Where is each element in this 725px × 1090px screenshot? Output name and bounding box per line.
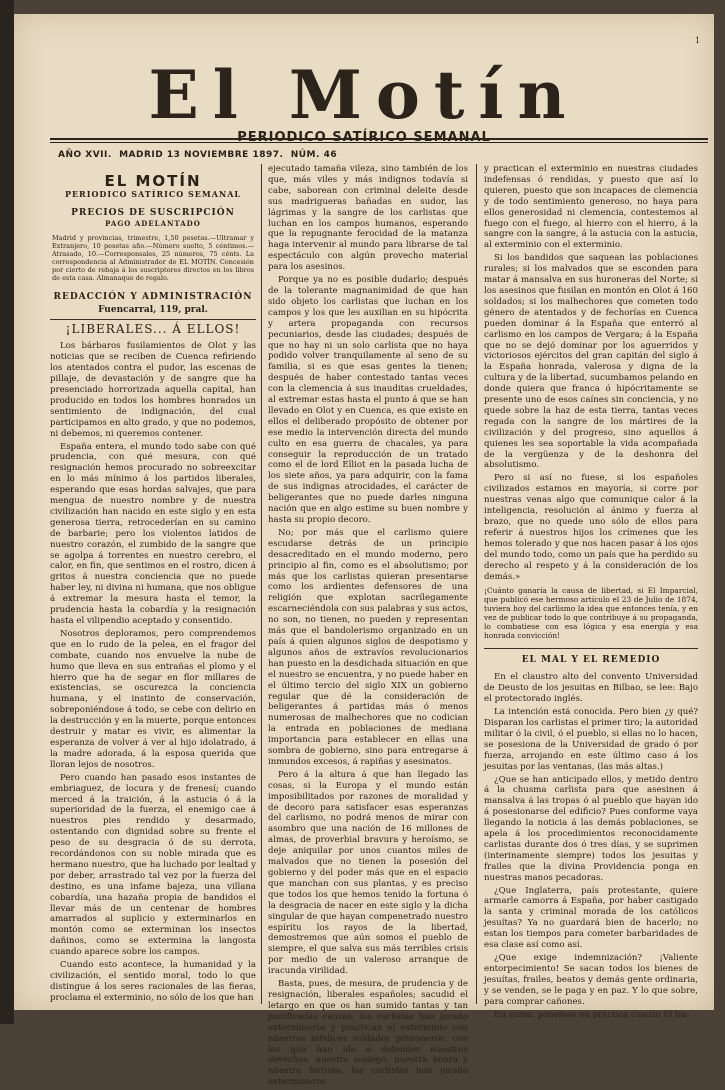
column-2 xyxy=(268,164,468,1090)
page-edge xyxy=(0,0,14,1024)
article-headline: ¡LIBERALES... Á ELLOS! xyxy=(65,322,241,337)
col3b-paragraph: En el claustro alto del convento Universidad de Deusto de los jesuitas en Bilbao, se lee: Bajo el protectorado inglés. xyxy=(484,672,698,705)
page-number: 1 xyxy=(694,36,700,45)
header-rule-top xyxy=(50,138,708,140)
masthead xyxy=(124,56,604,145)
col1-paragraph: Cuando esto acontece, la humanidad y la civilización, el sentido moral, todo lo que distingue á los seres racionales de las fieras, proclama el exterminio, no sólo de los que han xyxy=(50,960,256,1003)
subscription-box xyxy=(50,172,256,320)
col3b-paragraph: ¿Que se han anticipado ellos, y metido dentro á la chusma carlista para que asesinen á mansalva á las tropas ó al pueblo que hayan ido á posesionarse del edificio? Pues conforme vaya llegando la noticia á las demás poblaciones, se apela á los procedimientos reconocidamente carlistas durante dos ó tres días, y se suprimen (interinamente siempre) todos los jesuitas y frailes que la divina Providencia ponga en nuestras manos pecadoras. xyxy=(484,774,698,883)
admin-address: Fuencarral, 119, pral. xyxy=(98,304,208,315)
dateline xyxy=(58,150,337,160)
col3b-paragraph: ¿Que Inglaterra, país protestante, quiere armarle camorra á España, por haber castigado la santa y criminal morada de los católicos jesuítas? Ya no guardará bien de hacerlo; no estan los tiempos para cometer barbaridades de esa clase así como así. xyxy=(484,885,698,951)
col1-paragraph: España entera, el mundo todo sabe con qué prudencia, con qué mesura, con qué resignación hemos procurado no sobreexcitar en lo más mínimo á los partidos liberales, esperando que esas hordas salvajes, que para mengua de nuestro nombre y de nuestra civilización han nacido en este siglo y en esta generosa tierra, retrocederían en su camino de barbarie; pero los violentos latidos de nuestro corazón, el zumbido de la sangre que se agolpa á torrentes en nuestro cerebro, el calor, en fin, que sentimos en el rostro, dicen á gritos á nuestra conciencia que no puede haber ley, ni divina ni humana, que nos obligue á extremar la mesura hasta el temor, la prudencia hasta la cobardía y la resignación hasta el vilipendio aceptado y consentido. xyxy=(50,441,256,626)
col2-paragraph: No; por más que el carlismo quiere escudarse detrás de un principio desacreditado en el mundo moderno, pero principio al fin, como es el absolutismo; por más que los carlistas quieran presentarse como los ardientes defensores de una religión que explotan sacrílegamente escarneciéndola con sus palabras y sus actos, no son, no tienen, no pueden y representan más que el bandolerismo organizado en un país á quien algunos siglos de despotismo y algunos años de extravíos revolucionarios han puesto en la desdichada situación en que el nuestro se encuentra, y no puede haber en el último tercio del siglo XIX un gobierno regular que dé la consideración de beligerantes á partidas más ó menos numerosas de malhechores que no codician la entrada en poblaciones de mediana importancia para establecer en ellas una sombra de gobierno, sino para entregarse á inmundos excesos, á rapiñas y asesinatos. xyxy=(268,527,468,767)
prices-text: Madrid y provincias, trimestre, 1,50 pesetas.—Ultramar y Extranjero, 10 pesetas año.—Número suelto, 5 céntimos.—Atrasado, 10.—Corresponsales, 25 números, 75 cénts. La correspondencia al Administrador de EL MOTÍN. Concesión por cierto de rebaja á los suscriptores directos en los libros de esta casa. Almanaque de regalo. xyxy=(52,233,254,282)
section-title: EL MAL Y EL REMEDIO xyxy=(484,648,698,666)
column-divider-2 xyxy=(476,164,477,1004)
editorial-quote: ¡Cuánto ganaría la causa de libertad, si El Imparcial, que publicó ese hermoso artículo el 23 de Julio de 1874, tuviera hoy del carlismo la idea que entonces tenía, y en vez de publicar todo lo que contribuye á su propaganda, lo combatiese con esa lógica y esa energía y esa honrada convicción! xyxy=(484,586,698,641)
col3b-paragraph: ¿Que exige indemnización? ¡Valiente entorpecimiento! Se sacan todos los bienes de jesuítas, frailes, beatos y demás gente ordinaria, y se venden, se le paga y en paz. Y lo que sobre, para comprar cañones. xyxy=(484,953,698,1007)
column-3 xyxy=(484,164,698,1022)
col2-paragraph: Pero á la altura á que han llegado las cosas, si la Europa y el mundo están imposibilitados por razones de moralidad y de decoro para satisfacer esas esperanzas del carlismo, no podrá menos de mirar con asombro que una nación de 16 millones de almas, de proverbial bravura y heroísmo, se deje aniquilar por unos cuantos miles de malvados que no tienen la posesión del gobierno y del poder más que en el espacio que manchan con sus plantas, y es preciso que todos los que hemos tenido la fortuna ó la desgracia de nacer en este siglo y la dicha singular de que hayan compenetrado nuestro espíritu los rayos de la libertad, demostremos que aún somos el pueblo de siempre, el que salva sus más terribles crisis por medio de un valeroso arranque de iracunda virilidad. xyxy=(268,769,468,977)
admin-heading: REDACCIÓN Y ADMINISTRACIÓN xyxy=(53,291,253,302)
col1-paragraph: Pero cuando han pasado esos instantes de embriaguez, de locura y de frenesí; cuando merced á la traición, á la astucia ó á la superioridad de la fuerza, el enemigo cae á nuestros pies rendido y desarmado, ostentando con dignidad sobre su frente el peso de su desgracia ó de su derrota, recordándonos con su noble mirada que es hermano nuestro, que ha luchado por lealtad y por deber, arrastrado tal vez por la fuerza del destino, es una infame bajeza, una villana cobardía, una hazaña propia de bandidos el llevar más de un centenar de hombres amarrados al suplicio y exterminarlos en montón como se exterminan los insectos dañinos, como se extermina la langosta cuando aparece sobre los campos. xyxy=(50,772,256,958)
col3-paragraph: Pero si así no fuese, si los españoles civilizados estamos en mayoría, si corre por nuestras venas algo que comunique calor á la inteligencia, resolución al ánimo y fuerza al brazo, que no quede uno sólo de ellos para referir á nuestros hijos los crímenes que les hemos tolerado y que nos hacen pasar á los ojos del mundo todo, como un país que ha perdido su derecho al respeto y á la consideración de los demás.» xyxy=(484,473,698,582)
col1-paragraph: Los bárbaros fusilamientos de Olot y las noticias que se reciben de Cuenca refiriendo los atentados contra el pudor, las escenas de pillaje, de devastación y de sangre que ha presenciado horrorizada aquella capital, han producido en todos los hombres honrados un sentimiento de indignación, del cual participamos en alto grado, y que no podemos, ni debemos, ni queremos contener. xyxy=(50,341,256,439)
col2-paragraph: Basta, pues, de mesura, de prudencia y de resignación, liberales españoles; sacudid el letargo en que os han sumido tantas y tan justificadas causas; los carlistas han jurado exterminaros y practican el exterminio con nuestros infelices soldados prisioneros, con los que han ido á defender nuestros derechos, nuestro sosiego, nuestra honra y nuestra fortuna; los carlistas han jurado exterminaros xyxy=(268,979,468,1088)
col3b-paragraph: La intención está conocida. Pero bien ¿y qué? Disparan los carlistas el primer tiro; la autoridad militar ó la civil, ó el pueblo, si ellas no lo hacen, se posesiona de la Universidad de grado ó por fuerza, arrojando en este último caso á los jesuitas por las ventanas, (las más altas.) xyxy=(484,707,698,772)
dateline-year: AÑO XVII. xyxy=(58,150,112,160)
prices-heading: PRECIOS DE SUSCRIPCIÓN xyxy=(71,207,235,218)
box-subtitle: PERIODICO SATÍRICO SEMANAL xyxy=(64,188,242,199)
col2-paragraph: Porque ya no es posible dudarlo; después de la tolerante magnanimidad de que han sido objeto los carlistas que luchan en los campos y los que les auxilian en su hipócrita y artera propaganda con recursos pecuniarios, desde las ciudades; después de que no hay ni un solo carlista que no haya podido volver tranquilamente al seno de su familia, si es que esas gentes la tienen; después de haber contestado tantas veces con la clemencia á sus inauditas crueldades, al extremar estas hasta el punto á que se han llevado en Olot y en Cuenca, es que existe en ellos el deliberado propósito de obtener por ese medio la intervención directa del mundo culto en esa guerra de chacales, ya para conseguir la reproducción de un tratado como el de lord Elliot en la pasada lucha de los siete años, ya para adquirir, con la fama de sus indignas atrocidades, el carácter de beligerantes que no puede darles ninguna nación que en algo estime su buen nombre y hasta su propio decoro. xyxy=(268,275,468,525)
dateline-number: NÚM. 46 xyxy=(290,150,338,160)
col3-paragraph: Si los bandidos que saquean las poblaciones rurales; si los malvados que se esconden para matar á mansalva en sus huroneras del Norte; si los asesinos que fusilan en montón en Olot á 160 soldados; si los malhechores que cometen todo género de atentados y de fechorías en Cuenca pueden dominar á la España que enterró al carlismo en los campos de Vergara; á la España que no se dejó dominar por los aguerridos y victoriosos ejércitos del gran capitán del siglo á la España honrada, valerosa y digna de la cultura y de la libertad, sucumbamos pelando en donde quiera que franca ó hipócritamente se presente uno de esos caínes sin conciencia, y no quede sobre la haz de esta tierra, tantas veces regada con la sangre de los mártires de la civilización y del progreso, sino aquellos á quienes les sea soportable la vida acompañada de la vergüenza y de la deshonra del absolutismo. xyxy=(484,253,698,471)
header-rule-top-thin xyxy=(50,142,708,143)
masthead-title: El Motín xyxy=(148,56,580,134)
col3b-paragraph: En suma: ponemos en práctica cuanto El Im- xyxy=(494,1009,690,1020)
column-divider-1 xyxy=(261,164,262,1004)
col2-paragraph: ejecutado tamaña vileza, sino también de los que, más viles y más indignos todavía si cabe, saborean con criminal deleite desde sus madrigueras bañadas en sudor, las lágrimas y la sangre de los carlistas que luchan en los campos humanos, esperando que la repugnante ferocidad de la matanza haga intervenir al mundo para librarse de tal espectáculo con algún provecho material para los asesinos. xyxy=(268,164,468,273)
prices-sub: PAGO ADELANTADO xyxy=(105,218,201,228)
dateline-date: MADRID 13 NOVIEMBRE 1897. xyxy=(119,150,284,160)
col1-paragraph: Nosotros deploramos, pero comprendemos que en lo rudo de la pelea, en el fragor del combate, cuando nos envuelve la nube de humo que lleva en sus entrañas el plomo y el hierro que ha de segar en flor millares de existencias, se oscurezca la conciencia humana, y el instinto de conservación, sobreponiéndose á todo, se cebe con delirio en la destrucción y en la muerte, porque entonces destruir y matar es vivir, es alimentar la esperanza de volver á ver al hijo idolatrado, á la madre adorada, á la esposa querida que lloran lejos de nosotros. xyxy=(50,628,256,770)
col3-paragraph: y practican el exterminio en nuestras ciudades indefensas ó rendidas, y puesto que así lo quieren, puesto que son incapaces de clemencia y de todo sentimiento generoso, no haya para ellos generosidad ni clemencia, contestemos al fuego con el fuego, al hierro con el hierro, á la sangre con la sangre, á la astucia con la astucia, al exterminio con el exterminio. xyxy=(484,164,698,251)
box-title: EL MOTÍN xyxy=(104,172,202,190)
newspaper-page xyxy=(14,14,714,1088)
masthead-subtitle: PERIODICO SATÍRICO SEMANAL xyxy=(237,130,491,145)
column-1 xyxy=(50,164,256,1006)
